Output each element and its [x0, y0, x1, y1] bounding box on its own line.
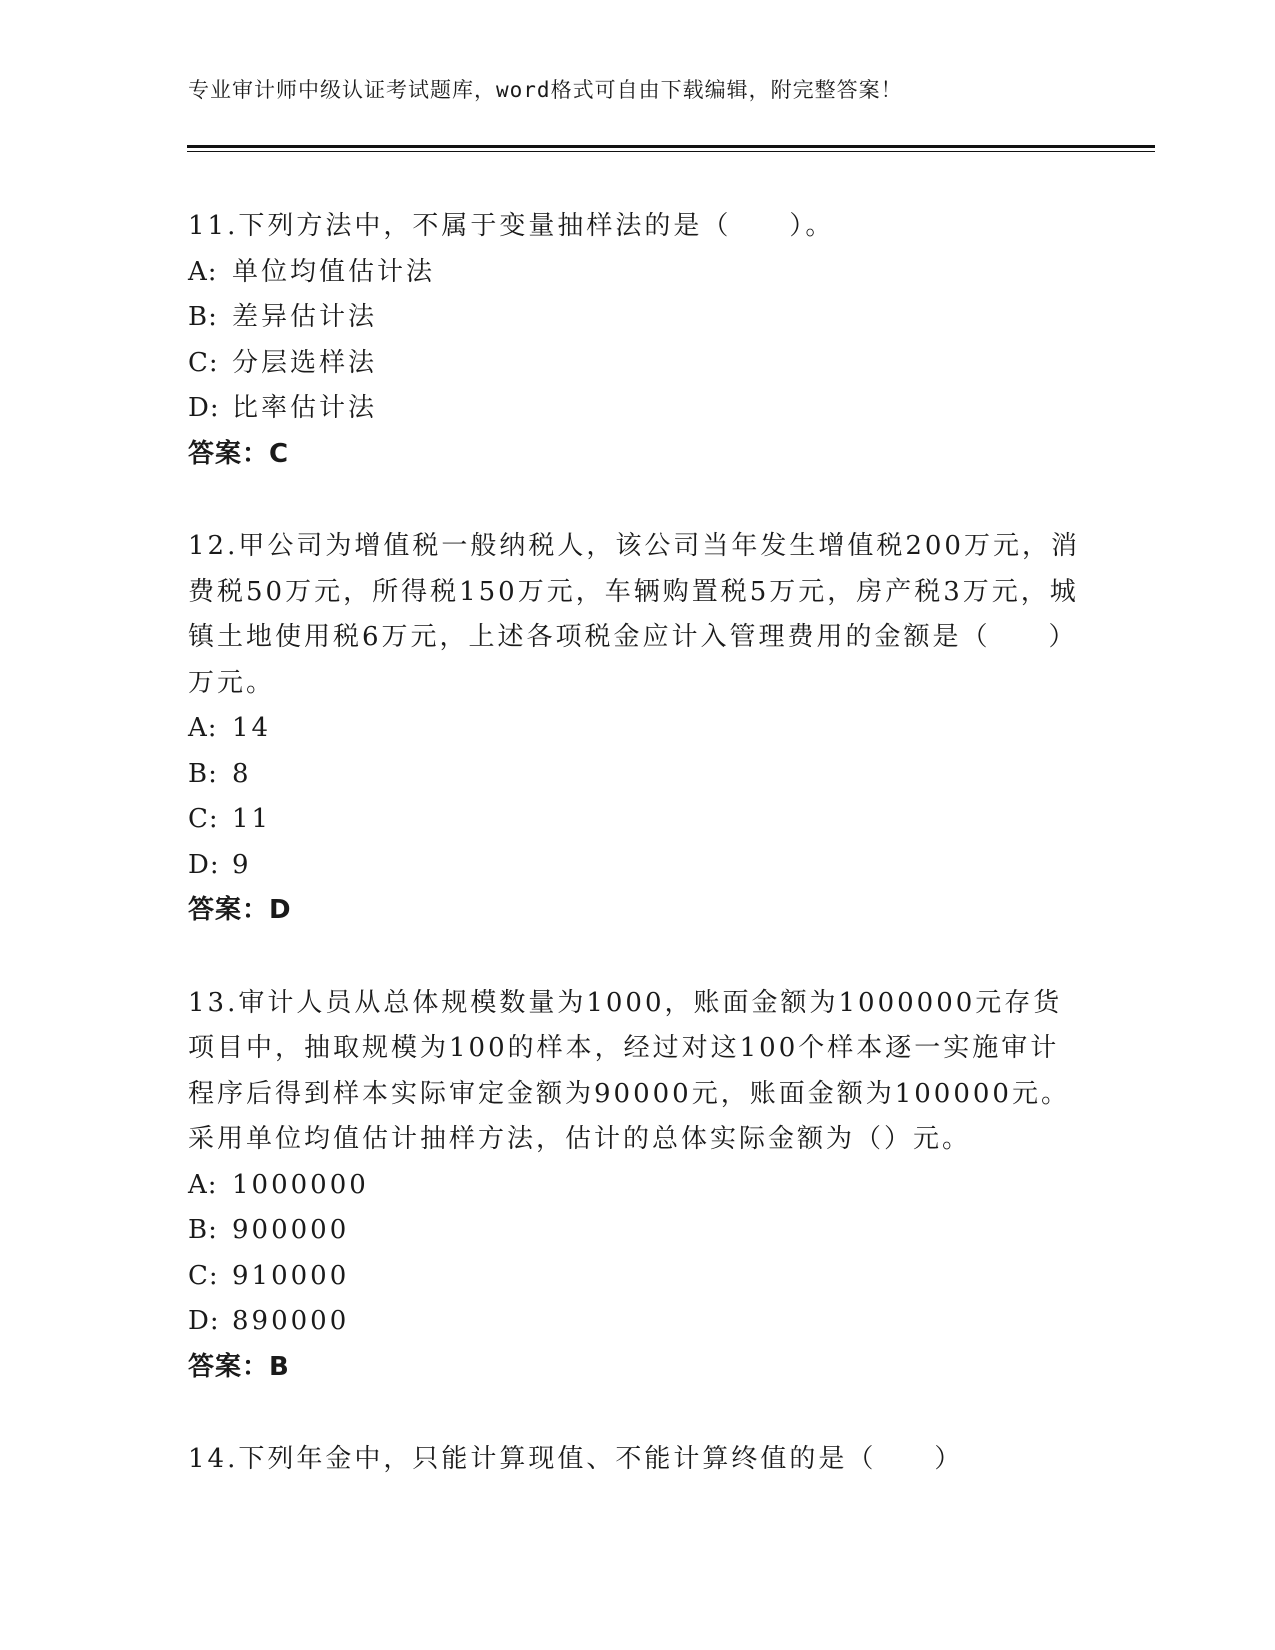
question-stem: 13.审计人员从总体规模数量为1000，账面金额为1000000元存货项目中，抽取规模为100的样本，经过对这100个样本逐一实施审计程序后得到样本实际审定金额为90000元，账面金额为100000元。采用单位均值估计抽样方法，估计的总体实际金额为（）元。: [188, 987, 1070, 1154]
option-text: 890000: [232, 1306, 350, 1336]
option-key: C:: [188, 1260, 219, 1291]
option-d: [188, 1299, 1088, 1345]
option-key: B:: [188, 302, 218, 332]
option-text: 差异估计法: [232, 302, 378, 332]
option-text: 9: [232, 849, 252, 880]
option-d: [188, 386, 1088, 432]
option-d: [188, 843, 1088, 889]
option-a: [188, 706, 1088, 752]
option-c: [188, 1254, 1088, 1300]
option-key: D:: [188, 849, 220, 880]
question-12: [188, 524, 1088, 934]
option-key: C:: [188, 804, 219, 834]
option-key: A:: [188, 256, 218, 287]
option-b: [188, 752, 1088, 798]
option-key: D:: [188, 1306, 220, 1336]
header-rule-thin: [187, 151, 1155, 152]
document-header: 专业审计师中级认证考试题库，word格式可自由下载编辑，附完整答案！: [188, 78, 903, 102]
option-a: [188, 250, 1088, 296]
option-a: [188, 1163, 1088, 1209]
question-list: [188, 204, 1088, 1483]
option-text: 11: [232, 804, 272, 834]
question-stem: 11.下列方法中，不属于变量抽样法的是（ ）。: [188, 211, 835, 241]
question-stem: 14.下列年金中，只能计算现值、不能计算终值的是（ ）: [188, 1444, 964, 1474]
option-c: [188, 797, 1088, 843]
option-key: B:: [188, 1215, 218, 1245]
option-key: D:: [188, 393, 220, 423]
question-stem: 12.甲公司为增值税一般纳税人，该公司当年发生增值税200万元，消费税50万元，所得税150万元，车辆购置税5万元，房产税3万元，城镇土地使用税6万元，上述各项税金应计入管理费用的金额是（ ）万元。: [188, 531, 1080, 698]
question-spacer: [188, 1390, 1088, 1437]
option-text: 900000: [232, 1215, 350, 1245]
option-text: 8: [232, 758, 252, 789]
question-13: [188, 981, 1088, 1391]
question-spacer: [188, 934, 1088, 981]
question-14: [188, 1437, 1088, 1483]
option-text: 比率估计法: [232, 393, 378, 423]
answer-line: 答案：D: [188, 895, 292, 925]
option-text: 910000: [232, 1260, 350, 1291]
question-spacer: [188, 477, 1088, 524]
option-b: [188, 1208, 1088, 1254]
option-key: C:: [188, 347, 219, 378]
option-text: 单位均值估计法: [232, 256, 436, 287]
option-text: 14: [232, 713, 272, 743]
option-text: 分层选样法: [232, 347, 378, 378]
option-key: A:: [188, 713, 218, 743]
question-11: [188, 204, 1088, 477]
option-key: A:: [188, 1169, 218, 1200]
option-c: [188, 341, 1088, 387]
header-rule-thick: [187, 145, 1155, 148]
answer-line: 答案：C: [188, 438, 290, 469]
answer-line: 答案：B: [188, 1351, 290, 1382]
option-b: [188, 295, 1088, 341]
option-key: B:: [188, 758, 218, 789]
option-text: 1000000: [232, 1169, 369, 1200]
